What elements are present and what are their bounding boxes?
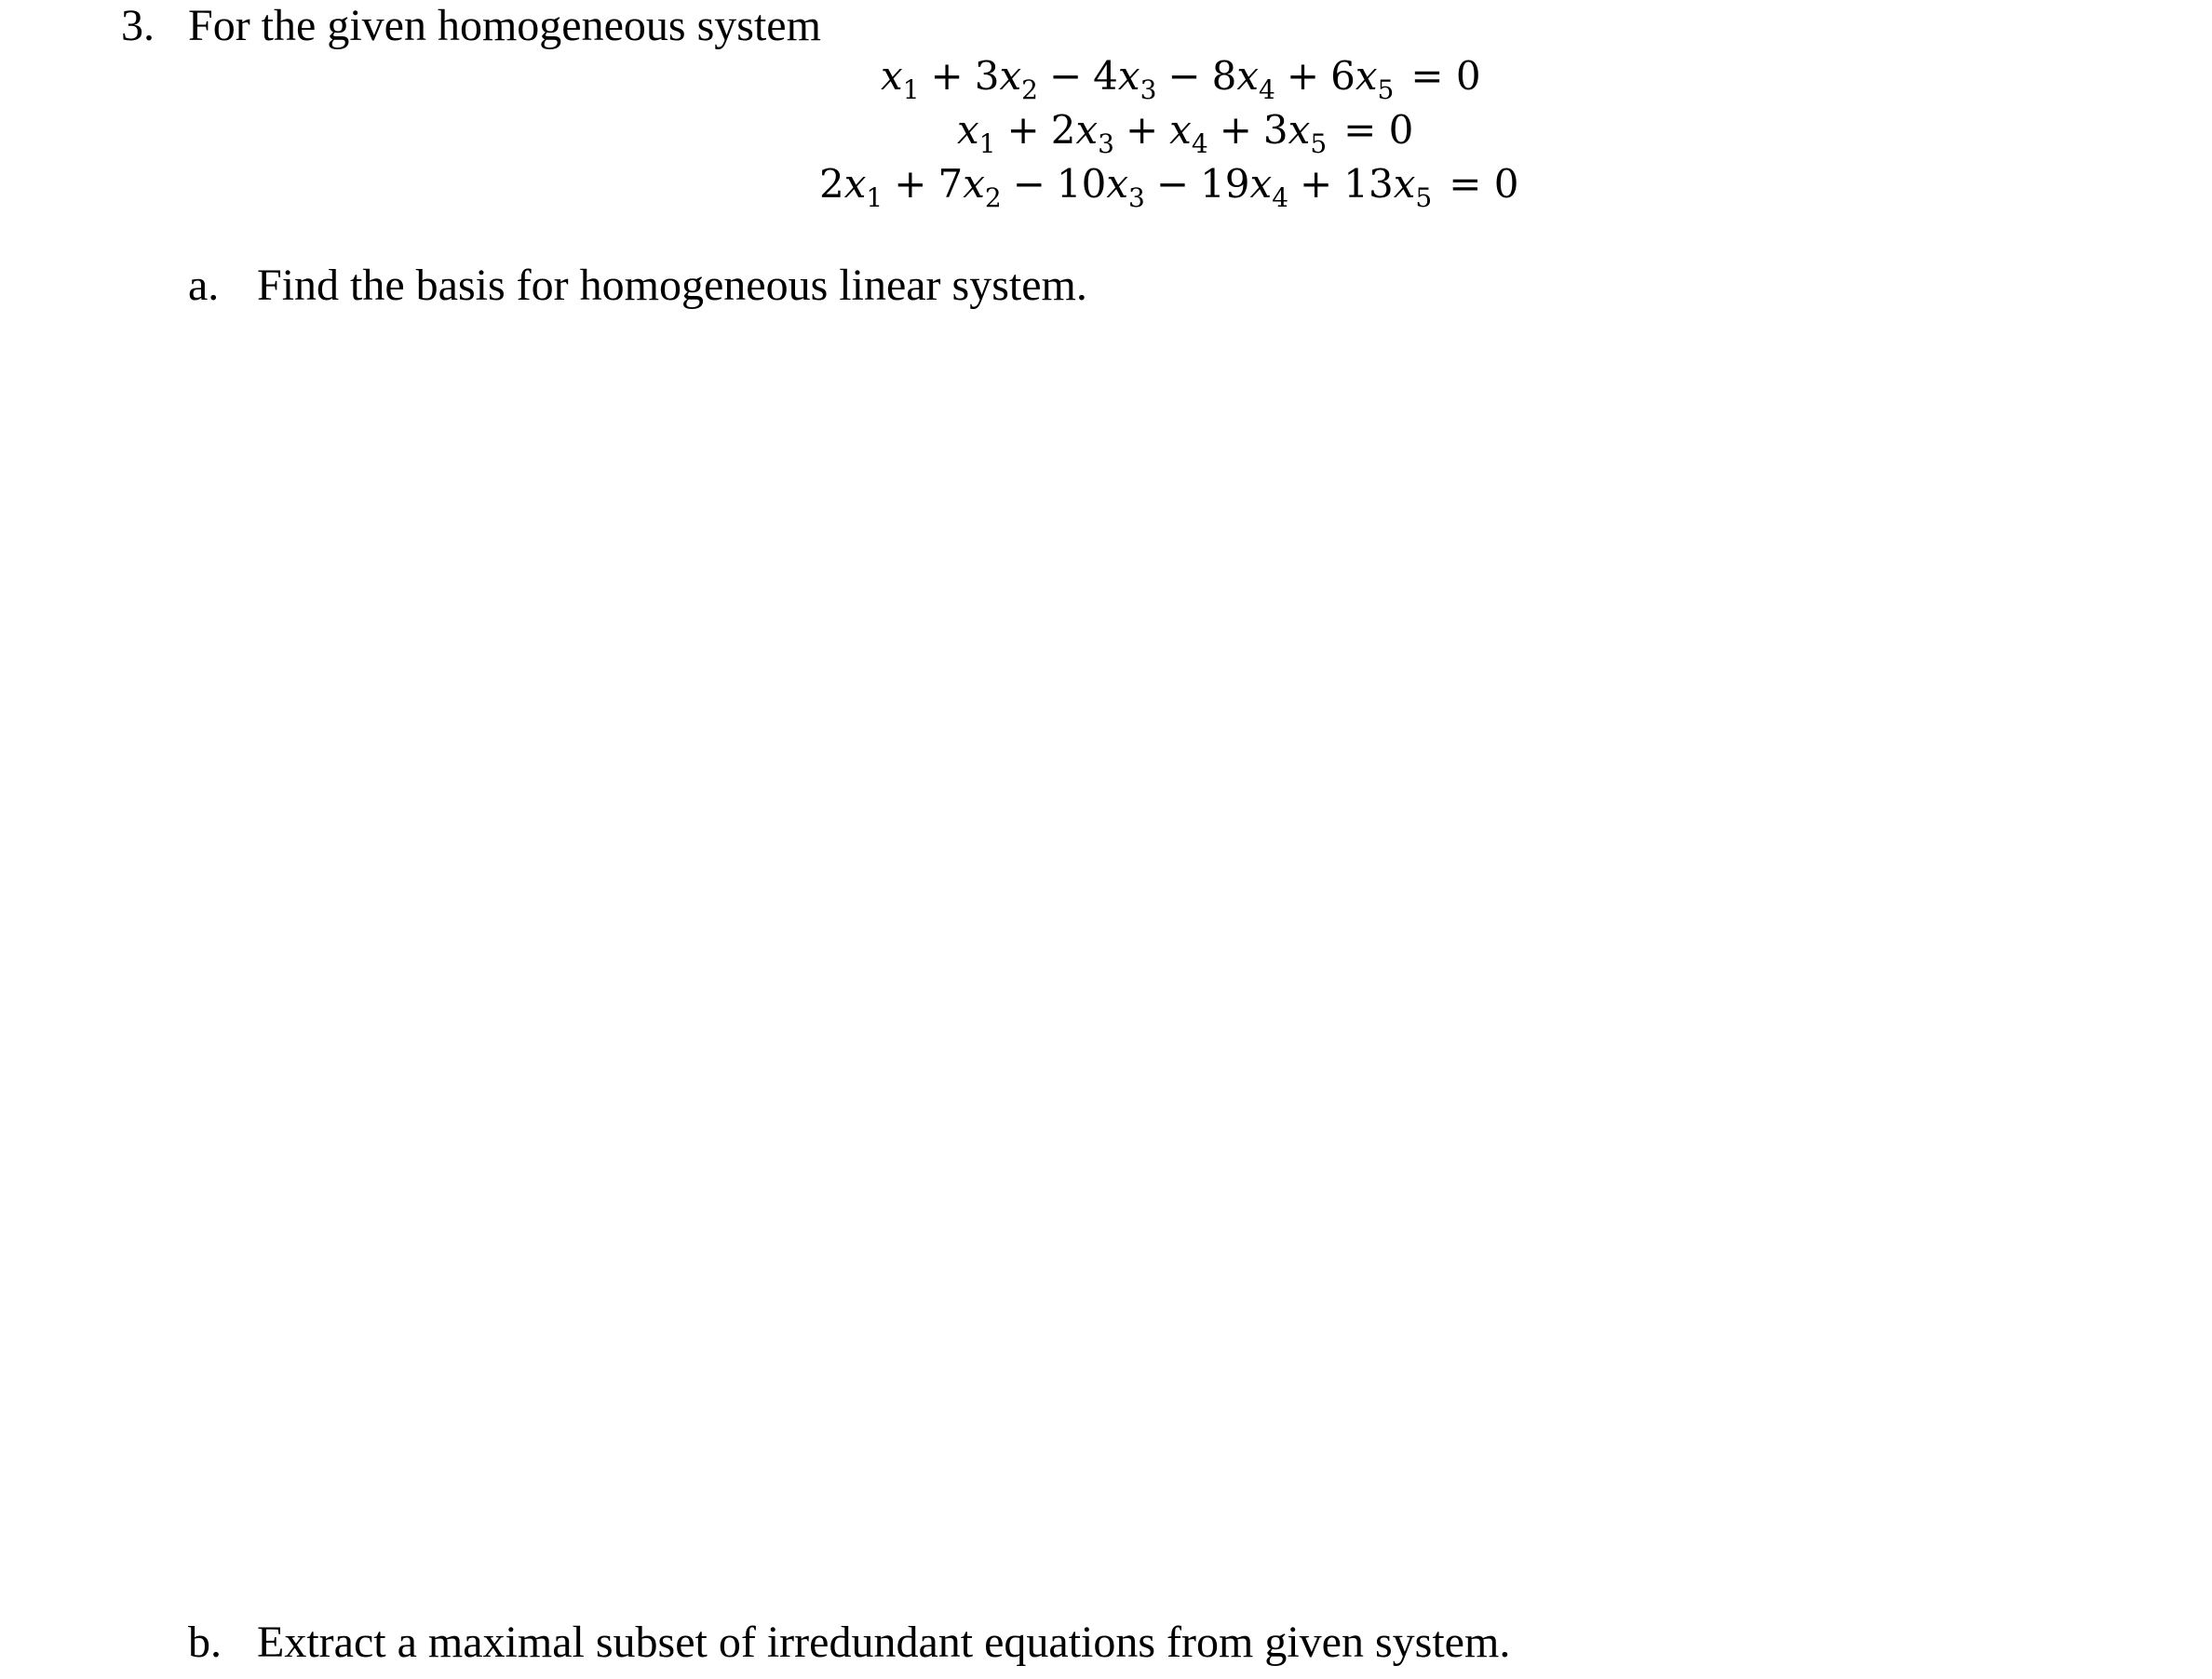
variable-subscript: 5 [1377, 74, 1395, 105]
variable-subscript: 3 [1098, 128, 1114, 159]
question-number: 3. [121, 1, 155, 50]
operator: − [1012, 161, 1045, 207]
part-a-text: Find the basis for homogeneous linear system. [257, 261, 1087, 310]
coefficient: 7 [937, 161, 964, 207]
variable: x [963, 161, 985, 207]
coefficient: 8 [1211, 53, 1237, 99]
equation-term [1093, 53, 1157, 105]
part-a [188, 260, 1087, 312]
operator: + [1006, 107, 1040, 153]
operator: + [1300, 161, 1333, 207]
coefficient: 19 [1200, 161, 1250, 207]
equation-2 [957, 104, 1414, 159]
equation-term [937, 161, 1002, 213]
variable: x [1075, 107, 1099, 153]
operator: + [1125, 107, 1159, 153]
variable: x [843, 161, 867, 207]
operator: − [1167, 53, 1201, 99]
variable-subscript: 3 [1140, 74, 1157, 105]
part-a-letter: a. [188, 261, 220, 310]
equation-term [974, 53, 1038, 105]
variable: x [881, 53, 903, 99]
operator: + [894, 161, 927, 207]
equation-rhs: = 0 [1449, 161, 1519, 207]
variable-subscript: 3 [1128, 182, 1145, 213]
variable-subscript: 4 [1259, 74, 1275, 105]
equation-term [1169, 107, 1208, 159]
variable-subscript: 2 [984, 182, 1002, 213]
variable: x [1249, 161, 1273, 207]
variable: x [1117, 53, 1140, 99]
operator: − [1048, 53, 1083, 99]
equation-term [957, 107, 996, 159]
variable: x [1393, 161, 1416, 207]
part-b [188, 1617, 1510, 1669]
variable: x [1288, 107, 1311, 153]
equation-term [1200, 161, 1289, 213]
operator: + [1219, 107, 1252, 153]
variable: x [957, 107, 979, 153]
equation-term [1330, 53, 1395, 105]
variable-subscript: 5 [1415, 182, 1433, 213]
variable-subscript: 1 [978, 128, 996, 159]
variable-subscript: 1 [866, 182, 883, 213]
question-header [121, 0, 821, 52]
equation-term [1343, 161, 1433, 213]
coefficient: 3 [1262, 107, 1288, 153]
question-text: For the given homogeneous system [188, 1, 821, 50]
coefficient: 13 [1343, 161, 1394, 207]
coefficient: 4 [1093, 53, 1118, 99]
coefficient: 10 [1056, 161, 1107, 207]
coefficient: 6 [1330, 53, 1356, 99]
equation-rhs: = 0 [1410, 53, 1481, 99]
operator: − [1155, 161, 1190, 207]
variable-subscript: 5 [1310, 128, 1328, 159]
variable-subscript: 4 [1191, 128, 1208, 159]
equation-term [1211, 53, 1275, 105]
operator: + [1286, 53, 1320, 99]
part-b-letter: b. [188, 1618, 222, 1667]
variable-subscript: 4 [1272, 182, 1289, 213]
equation-term [881, 53, 920, 105]
variable: x [1106, 161, 1129, 207]
variable-subscript: 1 [902, 74, 920, 105]
equation-term [819, 161, 883, 213]
variable: x [1169, 107, 1192, 153]
operator: + [930, 53, 964, 99]
equation-term [1050, 107, 1114, 159]
part-b-text: Extract a maximal subset of irredundant equations from given system. [257, 1618, 1511, 1667]
coefficient: 2 [1050, 107, 1076, 153]
equation-1 [881, 50, 1481, 105]
coefficient: 2 [819, 161, 844, 207]
variable: x [1355, 53, 1378, 99]
equation-term [1056, 161, 1145, 213]
variable: x [1236, 53, 1260, 99]
coefficient: 3 [974, 53, 1000, 99]
equation-3 [819, 158, 1519, 213]
variable: x [999, 53, 1022, 99]
equation-term [1262, 107, 1328, 159]
equation-rhs: = 0 [1343, 107, 1414, 153]
variable-subscript: 2 [1021, 74, 1038, 105]
